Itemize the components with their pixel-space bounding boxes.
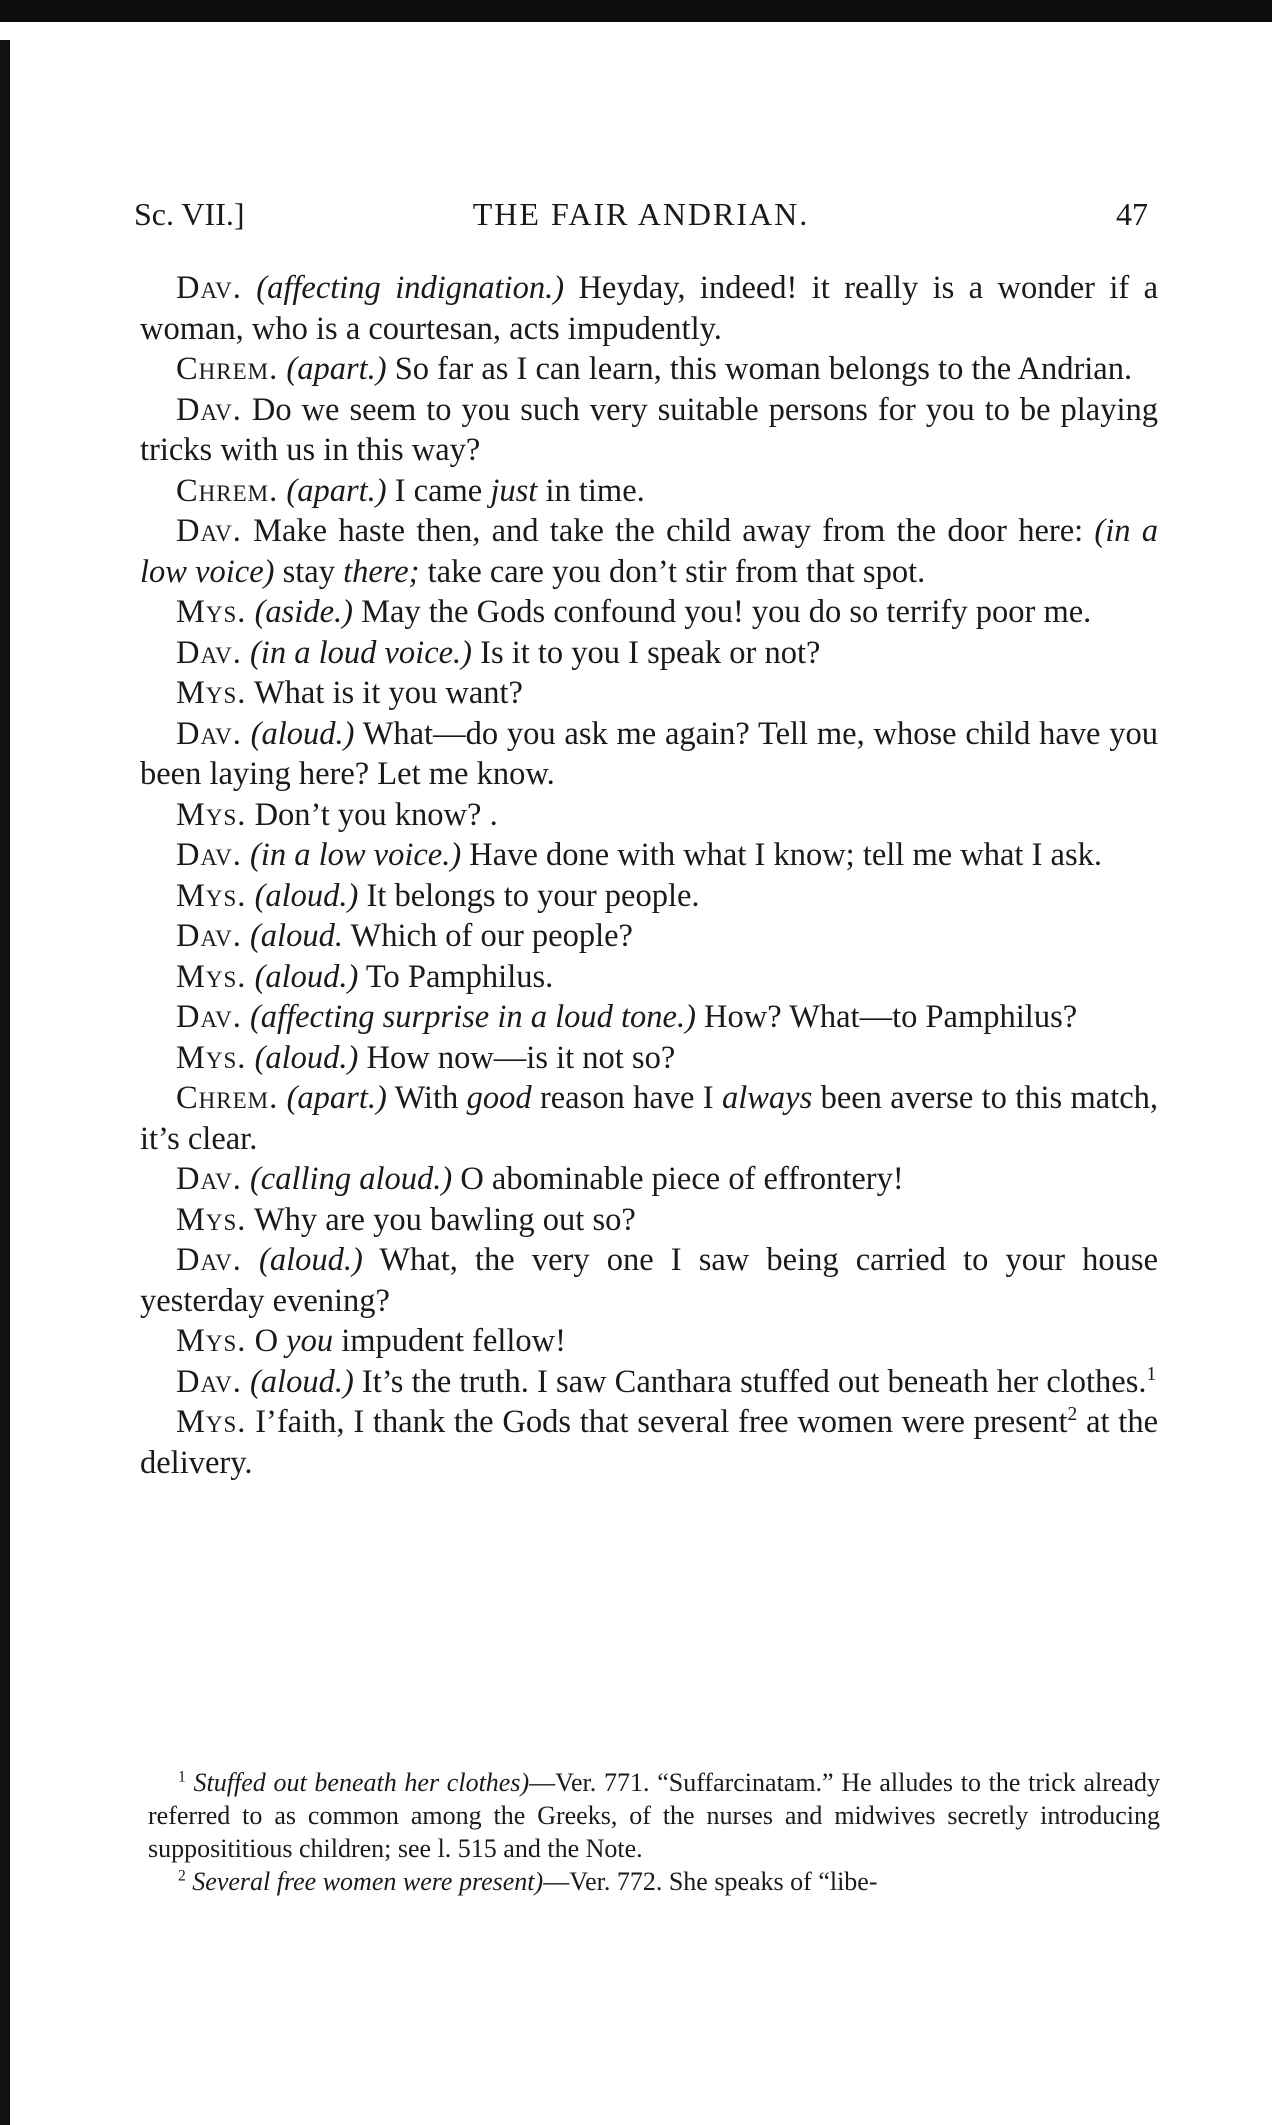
dialogue-line: Dav. (in a loud voice.) Is it to you I speak or not?	[176, 634, 821, 671]
dialogue-line: Dav. (aloud.) What—do you ask me again? Tell me, whose child have you been laying here? Let me know.	[140, 715, 1159, 792]
dialogue-body	[140, 268, 1158, 1483]
running-header	[134, 196, 1148, 240]
dialogue-line: Dav. (calling aloud.) O abominable piece of effrontery!	[176, 1161, 904, 1197]
footnote-ref: 2	[1067, 1404, 1078, 1426]
footnote: $^1$ Stuffed out beneath her clothes)—Ver. 771. “Suffarcinatam.” He alludes to the trick already referred to as common among the Greeks, of the nurses and midwives secretly introducing supposititious children; see l. 515 and the Note.	[148, 1768, 1161, 1863]
scene-label: Sc. VII.]	[134, 196, 245, 232]
scan-top-border	[0, 0, 1272, 22]
running-title: THE FAIR ANDRIAN.	[472, 196, 810, 232]
dialogue-line: Mys. Don’t you know? .	[176, 796, 498, 833]
dialogue-line: Mys. Why are you bawling out so?	[176, 1201, 636, 1238]
dialogue-line: Mys. (aside.) May the Gods confound you! you do so terrify poor me.	[176, 594, 1092, 630]
dialogue-line: Chrem. (apart.) With good reason have I always been averse to this match, it’s clear.	[140, 1080, 1159, 1157]
dialogue-line: Dav. (in a low voice.) Have done with what I know; tell me what I ask.	[176, 837, 1102, 873]
dialogue-line: Mys. What is it you want?	[176, 675, 523, 711]
dialogue-line: Mys. (aloud.) It belongs to your people.	[176, 877, 700, 914]
dialogue-line: Dav. (affecting indignation.) Heyday, indeed! it really is a wonder if a woman, who is a courtesan, acts impudently.	[140, 270, 1159, 347]
dialogue-line: Mys. I’faith, I thank the Gods that several free women were present$^2$ at the delivery.	[140, 1404, 1159, 1481]
dialogue-line: Dav. (affecting surprise in a loud tone.) How? What—to Pamphilus?	[176, 999, 1078, 1035]
dialogue-line: Dav. Do we seem to you such very suitable persons for you to be playing tricks with us in this way?	[140, 391, 1158, 468]
footnotes	[148, 1766, 1160, 1898]
dialogue-line: Dav. (aloud.) It’s the truth. I saw Canthara stuffed out beneath her clothes.$^1$	[176, 1363, 1157, 1400]
dialogue-line: Mys. (aloud.) How now—is it not so?	[176, 1039, 676, 1076]
dialogue-line: Mys. (aloud.) To Pamphilus.	[176, 958, 554, 995]
footnote-ref: 1	[1146, 1363, 1157, 1385]
dialogue-line: Dav. (aloud. Which of our people?	[176, 918, 633, 954]
scan-left-border	[0, 40, 10, 2125]
dialogue-line: Chrem. (apart.) I came just in time.	[176, 472, 645, 509]
dialogue-line: Dav. (aloud.) What, the very one I saw being carried to your house yesterday evening?	[140, 1242, 1159, 1319]
page-number: 47	[1116, 196, 1148, 232]
dialogue-line: Dav. Make haste then, and take the child away from the door here: (in a low voice) stay there; take care you don’t stir from that spot.	[140, 513, 1159, 590]
footnote: $^2$ Several free women were present)—Ver. 772. She speaks of “libe-	[178, 1867, 878, 1896]
dialogue-line: Mys. O you impudent fellow!	[176, 1323, 566, 1359]
dialogue-line: Chrem. (apart.) So far as I can learn, this woman belongs to the Andrian.	[176, 351, 1133, 387]
